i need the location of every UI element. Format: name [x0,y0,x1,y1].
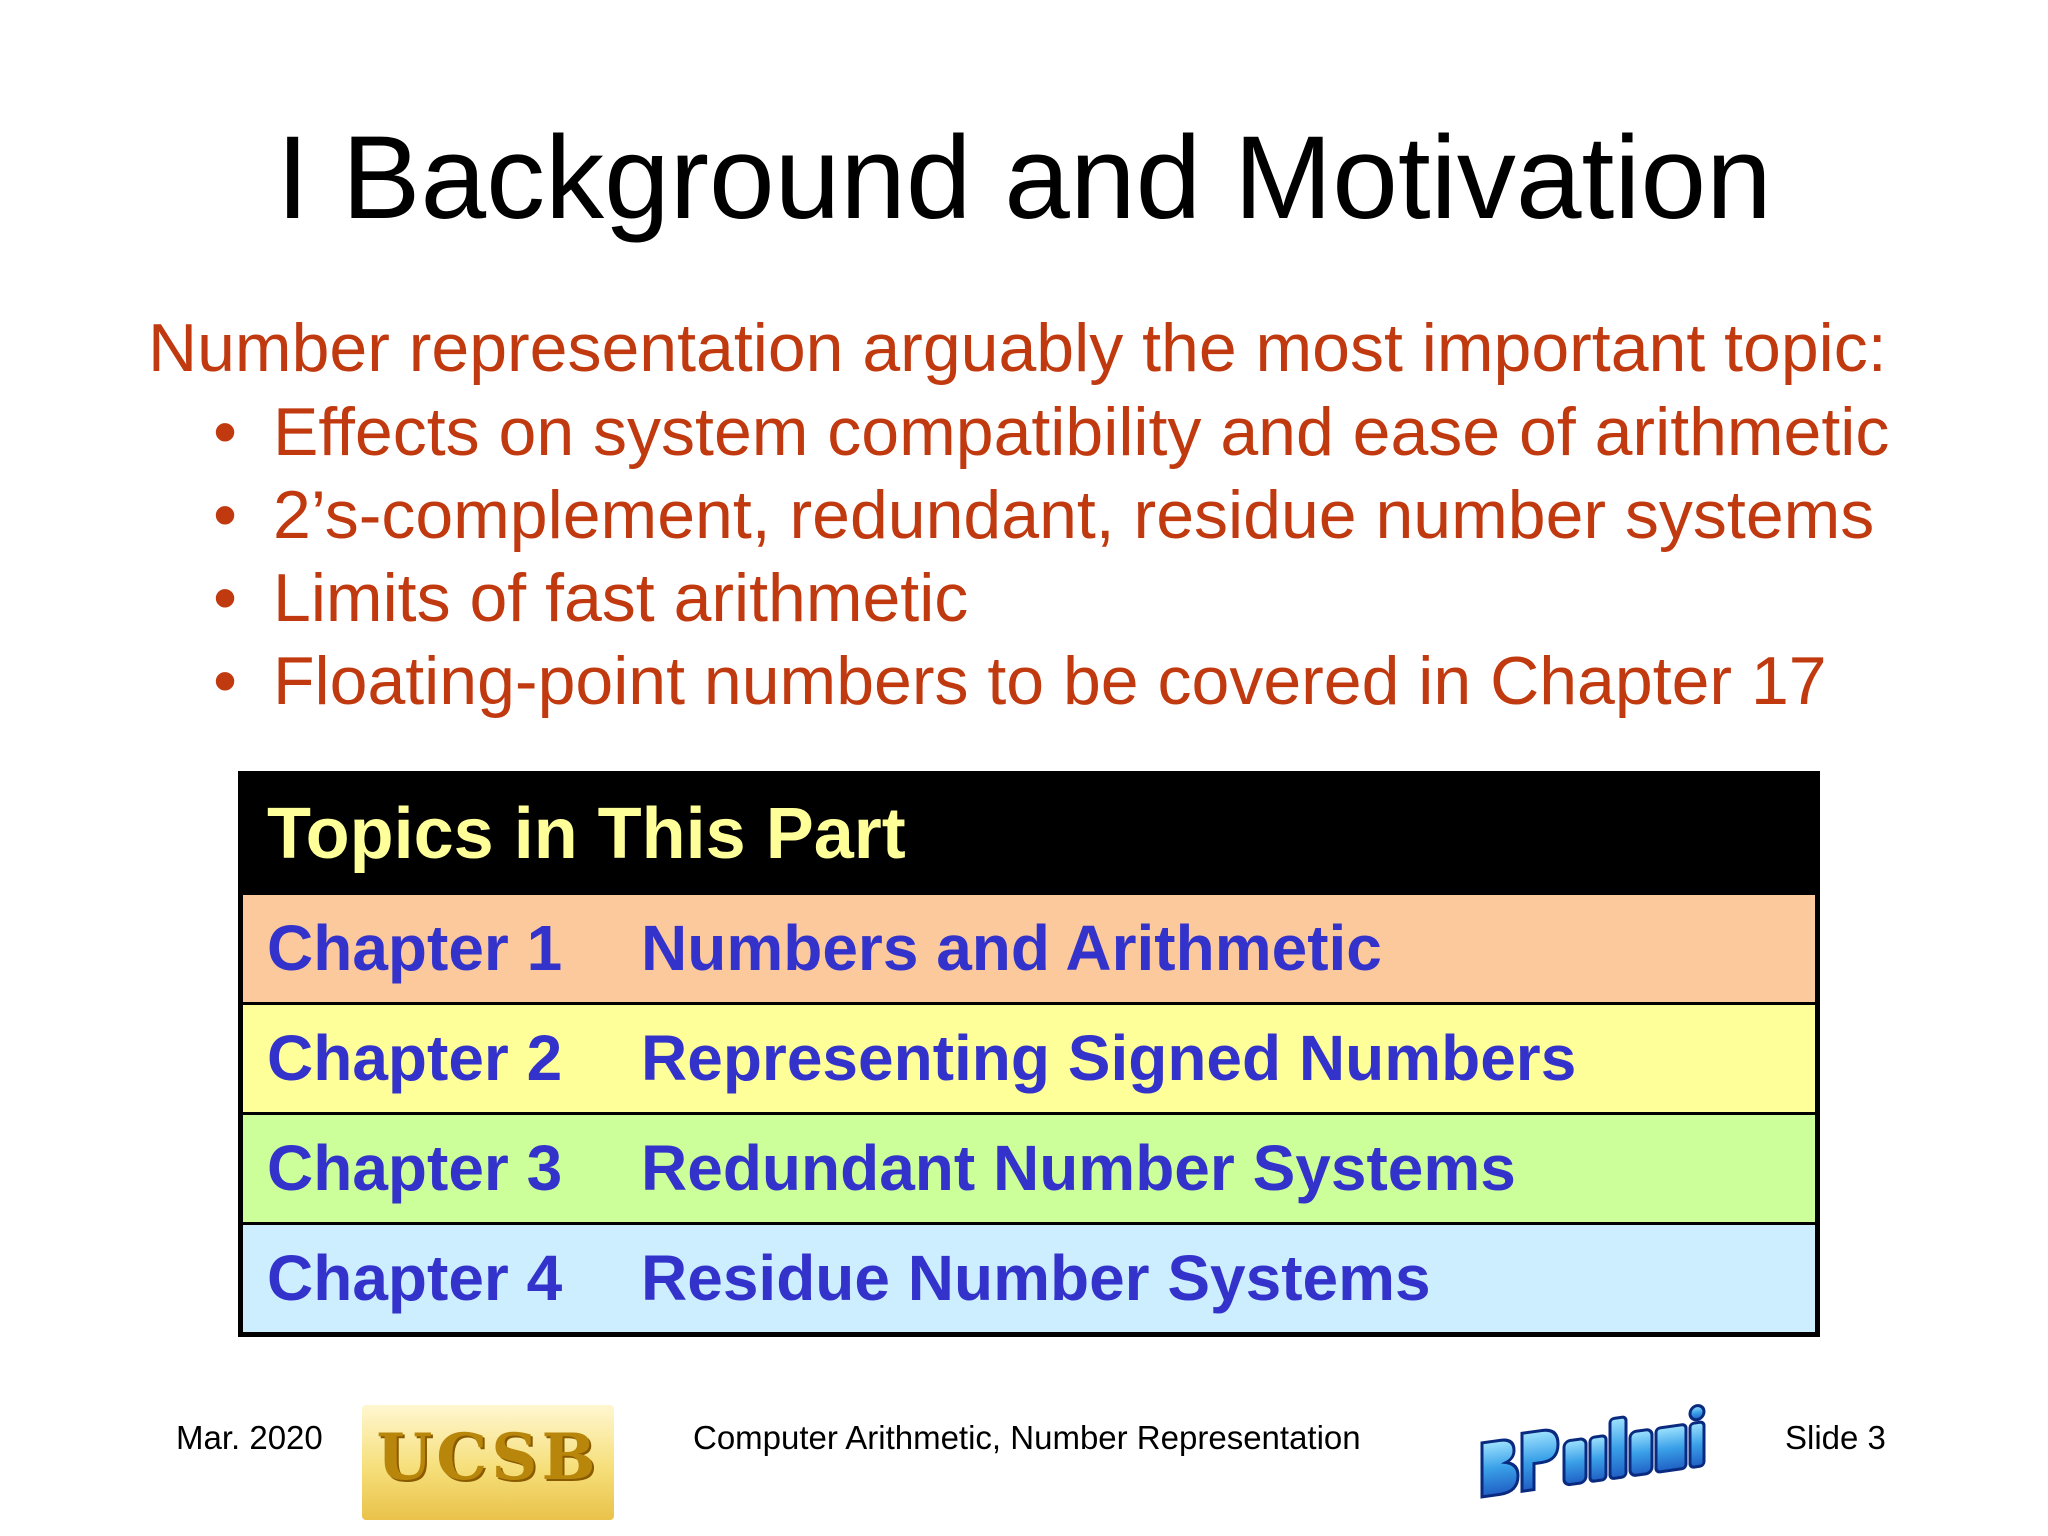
bullet-text: Effects on system compatibility and ease of arithmetic [273,394,1890,470]
parhami-logo [1470,1400,1720,1522]
bullet-text: Limits of fast arithmetic [273,560,969,636]
bullet-dot-icon: • [213,560,237,636]
footer-date: Mar. 2020 [176,1419,323,1456]
footer-course-title: Computer Arithmetic, Number Representation [693,1419,1361,1456]
bullet-dot-icon: • [213,643,237,719]
topic-row-chapter-2 [243,1002,1815,1112]
chapter-name: Numbers and Arithmetic [641,912,1382,984]
slide-title: I Background and Motivation [276,112,1772,244]
bullet-item [205,640,1889,723]
chapter-number: Chapter 1 [267,912,563,984]
chapter-number: Chapter 2 [267,1022,563,1094]
slide-number: Slide 3 [1785,1419,1886,1456]
chapter-name: Residue Number Systems [641,1242,1431,1314]
bullet-item [205,557,1889,640]
chapter-number: Chapter 4 [267,1242,563,1314]
bullet-list [205,391,1889,723]
topics-table-header: Topics in This Part [243,776,1815,892]
topics-table [238,771,1820,1337]
topic-row-chapter-3 [243,1112,1815,1222]
bullet-dot-icon: • [213,477,237,553]
chapter-number: Chapter 3 [267,1132,563,1204]
chapter-name: Redundant Number Systems [641,1132,1516,1204]
bullet-item [205,474,1889,557]
topic-row-chapter-4 [243,1222,1815,1332]
topic-row-chapter-1 [243,892,1815,1002]
bullet-item [205,391,1889,474]
bullet-dot-icon: • [213,394,237,470]
bullet-text: Floating-point numbers to be covered in Chapter 17 [273,643,1827,719]
chapter-name: Representing Signed Numbers [641,1022,1577,1094]
ucsb-logo-text: UCSB [376,1420,600,1495]
intro-text: Number representation arguably the most important topic: [148,310,1887,386]
bullet-text: 2’s-complement, redundant, residue number systems [273,477,1875,553]
ucsb-logo [362,1405,614,1520]
